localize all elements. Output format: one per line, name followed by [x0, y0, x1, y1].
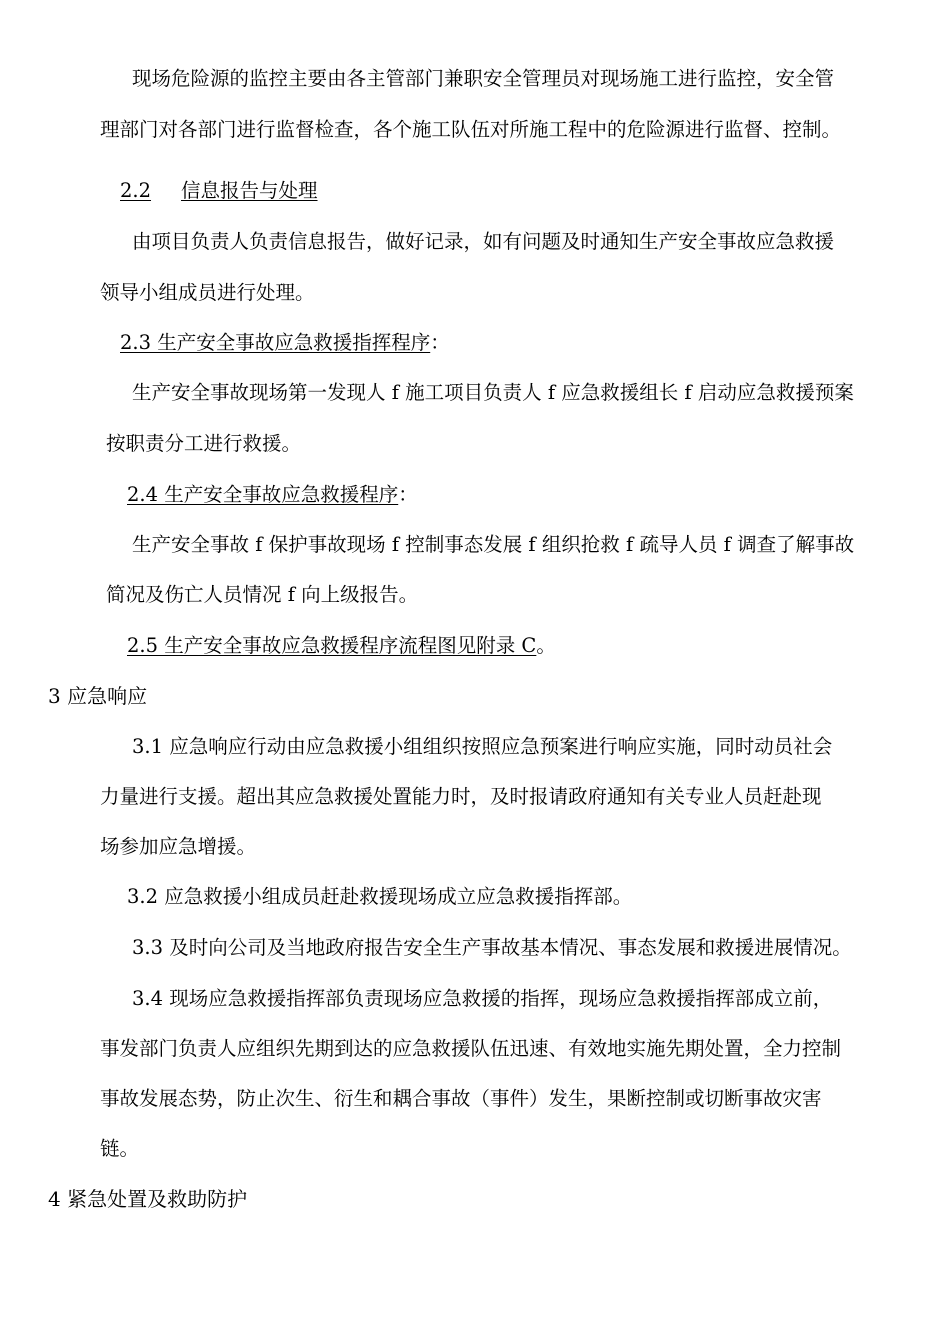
heading-period: 。 [536, 634, 556, 657]
subsection-title: 2.5 生产安全事故应急救援程序流程图见附录 C [127, 634, 537, 657]
subsection-title: 信息报告与处理 [181, 179, 318, 202]
paragraph-line: 生产安全事故 f 保护事故现场 f 控制事态发展 f 组织抢救 f 疏导人员 f 调查了解事故 [132, 533, 855, 556]
section-heading-3: 3 应急响应 [48, 684, 148, 708]
subsection-heading-2-4 [127, 482, 418, 508]
subsection-heading-2-3 [120, 330, 450, 356]
paragraph-line: 生产安全事故现场第一发现人 f 施工项目负责人 f 应急救援组长 f 启动应急救援预案 [132, 381, 854, 404]
paragraph-line: 3.2 应急救援小组成员赶赴救援现场成立应急救援指挥部。 [127, 885, 633, 908]
paragraph-line: 3.4 现场应急救援指挥部负责现场应急救援的指挥，现场应急救援指挥部成立前， [132, 987, 833, 1010]
paragraph-line: 领导小组成员进行处理。 [100, 281, 315, 304]
paragraph-line: 场参加应急增援。 [100, 835, 257, 858]
paragraph-line: 事故发展态势，防止次生、衍生和耦合事故（事件）发生，果断控制或切断事故灾害 [100, 1087, 822, 1110]
paragraph-line: 3.1 应急响应行动由应急救援小组组织按照应急预案进行响应实施，同时动员社会 [132, 735, 833, 758]
paragraph-line: 按职责分工进行救援。 [106, 432, 302, 455]
subsection-title: 2.4 生产安全事故应急救援程序 [127, 483, 399, 506]
paragraph-line: 力量进行支援。超出其应急救援处置能力时，及时报请政府通知有关专业人员赶赴现 [100, 785, 822, 808]
subsection-title: 2.3 生产安全事故应急救援指挥程序 [120, 331, 431, 354]
paragraph-line: 链。 [100, 1137, 140, 1160]
subsection-number: 2.2 [120, 179, 152, 202]
paragraph-line: 简况及伤亡人员情况 f 向上级报告。 [106, 583, 419, 606]
heading-colon: ： [398, 483, 418, 506]
subsection-heading-2-5 [127, 633, 556, 659]
paragraph-line: 事发部门负责人应组织先期到达的应急救援队伍迅速、有效地实施先期处置，全力控制 [100, 1037, 842, 1060]
paragraph-line: 由项目负责人负责信息报告，做好记录，如有问题及时通知生产安全事故应急救援 [132, 230, 835, 253]
paragraph-line: 理部门对各部门进行监督检查，各个施工队伍对所施工程中的危险源进行监督、控制。 [100, 118, 842, 141]
section-heading-4: 4 紧急处置及救助防护 [48, 1187, 248, 1211]
subsection-heading-2-2 [120, 178, 318, 204]
heading-colon: ： [430, 331, 450, 354]
paragraph-line: 现场危险源的监控主要由各主管部门兼职安全管理员对现场施工进行监控，安全管 [132, 67, 835, 90]
paragraph-line: 3.3 及时向公司及当地政府报告安全生产事故基本情况、事态发展和救援进展情况。 [132, 936, 852, 959]
